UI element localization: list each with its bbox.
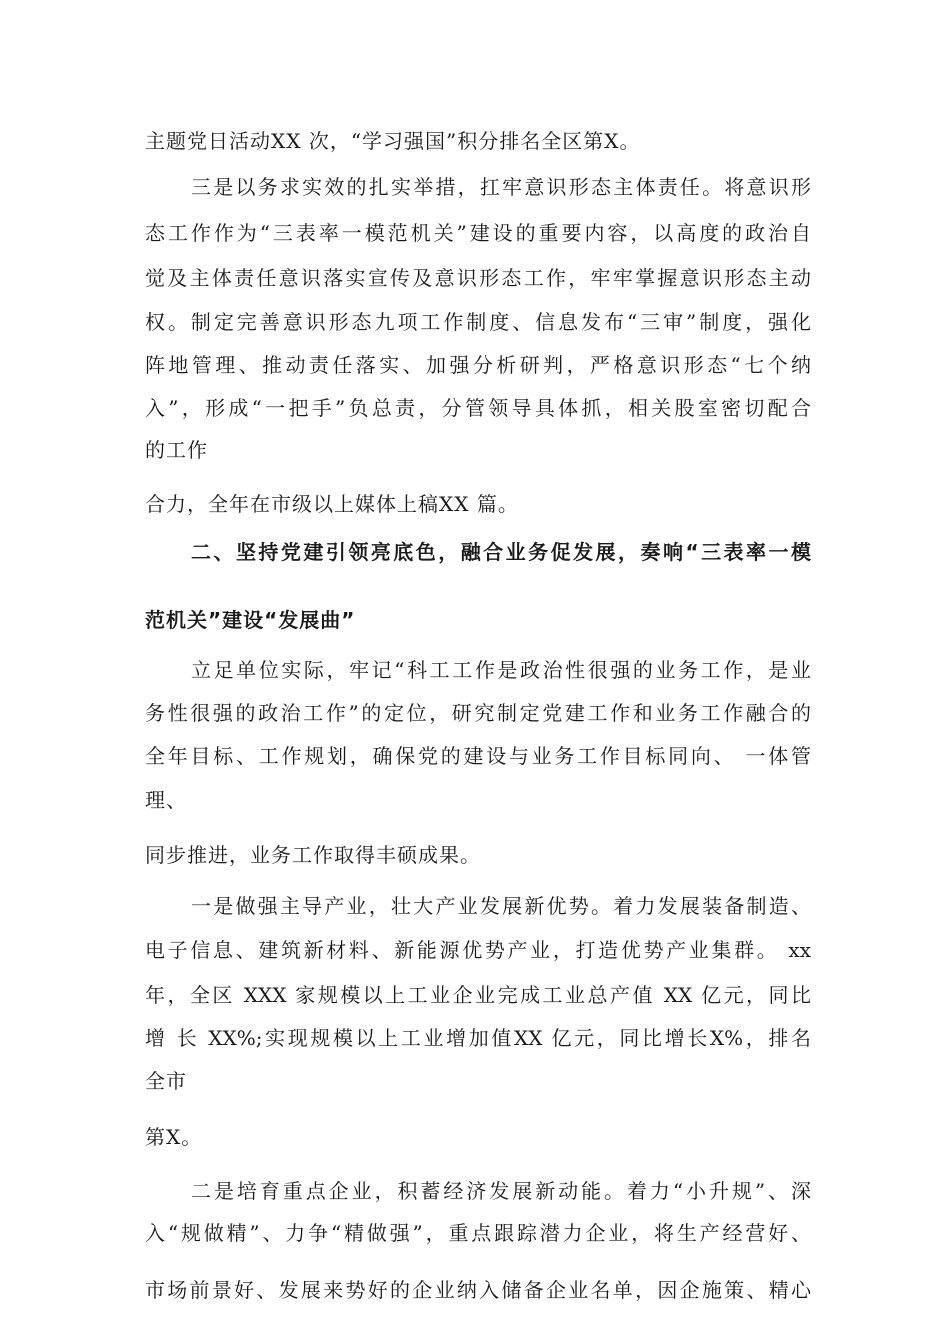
paragraph-line: 立足单位实际，牢记“科工工作是政治性很强的业务工作，是业 [191, 658, 811, 682]
section-heading: 范机关”建设“发展曲” [145, 608, 356, 632]
paragraph-line: 务性很强的政治工作”的定位，研究制定党建工作和业务工作融合的 [145, 701, 811, 725]
paragraph-line: 一是做强主导产业，壮大产业发展新优势。着力发展装备制造、 [191, 894, 811, 918]
paragraph-line: 市场前景好、发展来势好的企业纳入储备企业名单，因企施策、精心 [145, 1278, 811, 1302]
paragraph-line: 的工作 [145, 438, 208, 462]
paragraph-line: 主题党日活动XX 次，“学习强国”积分排名全区第X。 [145, 129, 641, 153]
section-heading: 二、坚持党建引领亮底色，融合业务促发展，奏响“三表率一模 [191, 540, 811, 564]
paragraph-line: 全市 [145, 1069, 187, 1093]
paragraph-line: 增 长 XX%;实现规模以上工业增加值XX 亿元，同比增长X%，排名 [145, 1026, 811, 1050]
paragraph-line: 态工作作为“三表率一模范机关”建设的重要内容，以高度的政治自 [145, 221, 811, 245]
paragraph-line: 觉及主体责任意识落实宣传及意识形态工作，牢牢掌握意识形态主动 [145, 266, 811, 290]
paragraph-line: 权。制定完善意识形态九项工作制度、信息发布“三审”制度，强化 [145, 310, 811, 334]
paragraph-line: 二是培育重点企业，积蓄经济发展新动能。着力“小升规”、深 [191, 1179, 811, 1203]
paragraph-line: 理、 [145, 788, 187, 812]
paragraph-line: 年，全区 XXX 家规模以上工业企业完成工业总产值 XX 亿元，同比 [145, 983, 811, 1007]
paragraph-line: 全年目标、工作规划，确保党的建设与业务工作目标同向、 一体管 [145, 744, 811, 768]
paragraph-line: 第X。 [145, 1125, 203, 1149]
paragraph-line: 入“规做精”、力争“精做强”，重点跟踪潜力企业，将生产经营好、 [145, 1221, 811, 1245]
paragraph-line: 阵地管理、推动责任落实、加强分析研判，严格意识形态“七个纳 [145, 353, 811, 377]
paragraph-line: 三是以务求实效的扎实举措，扛牢意识形态主体责任。将意识形 [191, 175, 811, 199]
paragraph-line: 同步推进，业务工作取得丰硕成果。 [145, 843, 481, 867]
paragraph-line: 合力，全年在市级以上媒体上稿XX 篇。 [145, 492, 519, 516]
paragraph-line: 电子信息、建筑新材料、新能源优势产业，打造优势产业集群。 xx [145, 938, 811, 962]
paragraph-line: 入”，形成“一把手”负总责，分管领导具体抓，相关股室密切配合 [145, 396, 811, 420]
